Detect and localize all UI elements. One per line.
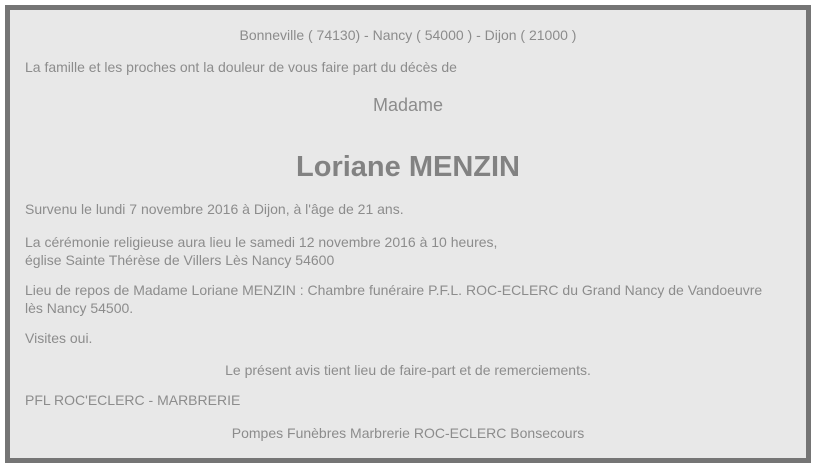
- deceased-name-title: Loriane MENZIN: [296, 151, 520, 183]
- civility-label: Madame: [372, 95, 444, 115]
- repose-line-1: Lieu de repos de Madame Loriane MENZIN : Chambre funéraire P.F.L. ROC-ECLERC du Grand Nancy de Vandoeuvre: [25, 282, 763, 298]
- locations-line: Bonneville ( 74130) - Nancy ( 54000 ) - Dijon ( 21000 ): [239, 27, 577, 43]
- ceremony-paragraph: [25, 233, 791, 269]
- ceremony-line-2: église Sainte Thérèse de Villers Lès Nancy 54600: [25, 252, 335, 268]
- intro-line: La famille et les proches ont la douleur de vous faire part du décès de: [25, 59, 457, 75]
- death-notice-box: [5, 5, 811, 463]
- footer-line: Pompes Funèbres Marbrerie ROC-ECLERC Bonsecours: [231, 425, 585, 441]
- death-date-line: Survenu le lundi 7 novembre 2016 à Dijon, à l'âge de 21 ans.: [25, 201, 404, 217]
- farewell-line: Le présent avis tient lieu de faire-part et de remerciements.: [225, 362, 591, 378]
- funeral-home-line: PFL ROC'ECLERC - MARBRERIE: [25, 392, 241, 408]
- repose-paragraph: [25, 281, 791, 317]
- visits-line: Visites oui.: [25, 330, 93, 346]
- repose-line-2: lès Nancy 54500.: [25, 300, 134, 316]
- ceremony-line-1: La cérémonie religieuse aura lieu le samedi 12 novembre 2016 à 10 heures,: [25, 234, 498, 250]
